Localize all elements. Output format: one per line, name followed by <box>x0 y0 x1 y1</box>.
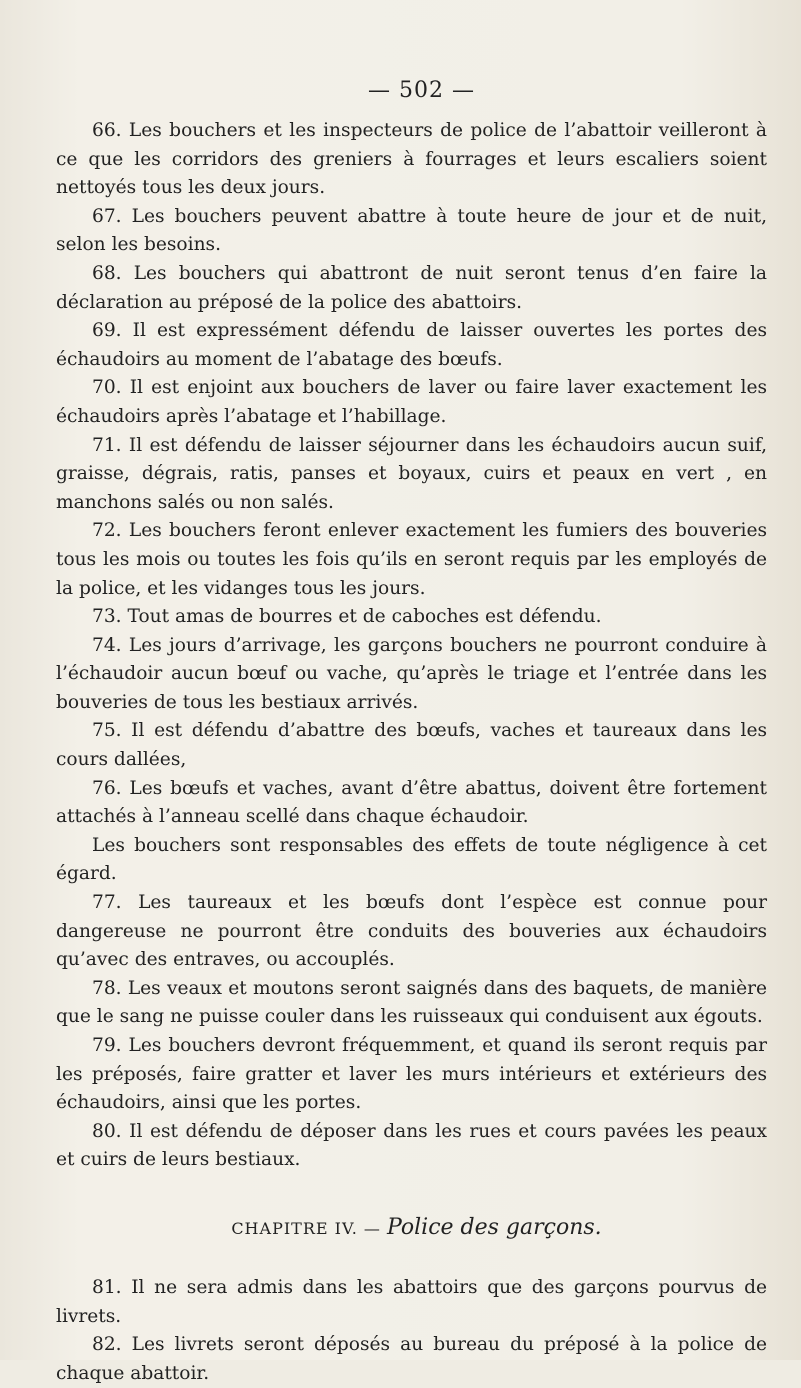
article-73: 73. Tout amas de bourres et de caboches est défendu. <box>92 606 602 628</box>
article-67: 67. Les bouchers peuvent abattre à toute heure de jour et de nuit, selon les besoins. <box>56 205 767 256</box>
article-76-note: Les bouchers sont responsables des effets de toute négligence à cet égard. <box>56 834 767 885</box>
articles-section-1 <box>56 117 767 1175</box>
article-80: 80. Il est défendu de déposer dans les rues et cours pavées les peaux et cuirs de leurs bestiaux. <box>56 1120 767 1171</box>
page-number: — 502 — <box>368 78 475 103</box>
article-74: 74. Les jours d’arrivage, les garçons bouchers ne pourront conduire à l’échaudoir aucun bœuf ou vache, qu’après le triage et l’entrée dans les bouveries de tous les bestiaux arrivés. <box>56 634 767 713</box>
article-69: 69. Il est expressément défendu de laisser ouvertes les portes des échaudoirs au moment de l’abatage des bœufs. <box>56 320 767 370</box>
article-72: 72. Les bouchers feront enlever exactement les fumiers des bouveries tous les mois ou toutes les fois qu’ils en seront requis par les employés de la police, et les vidanges tous les jours. <box>56 520 767 599</box>
article-70: 70. Il est enjoint aux bouchers de laver ou faire laver exactement les échaudoirs après l’abatage et l’habillage. <box>56 377 767 427</box>
chapter-number: CHAPITRE IV. — <box>231 1218 381 1238</box>
article-82: 82. Les livrets seront déposés au bureau du préposé à la police de chaque abattoir. <box>56 1334 767 1384</box>
article-68: 68. Les bouchers qui abattront de nuit seront tenus d’en faire la déclaration au préposé de la police des abattoirs. <box>56 262 767 313</box>
article-81: 81. Il ne sera admis dans les abattoirs que des garçons pourvus de livrets. <box>56 1276 767 1327</box>
article-78: 78. Les veaux et moutons seront saignés dans des baquets, de manière que le sang ne puisse couler dans les ruisseaux qui conduisent aux égouts. <box>56 977 767 1028</box>
article-77: 77. Les taureaux et les bœufs dont l’espèce est connue pour dangereuse ne pourront être conduits des bouveries aux échaudoirs qu’avec des entraves, ou accouplés. <box>56 892 767 971</box>
article-76: 76. Les bœufs et vaches, avant d’être abattus, doivent être fortement attachés à l’anneau scellé dans chaque échaudoir. <box>56 777 767 828</box>
article-71: 71. Il est défendu de laisser séjourner dans les échaudoirs aucun suif, graisse, dégrais, ratis, panses et boyaux, cuirs et peaux en vert , en manchons salés ou non salés. <box>56 434 767 513</box>
article-75: 75. Il est défendu d’abattre des bœufs, vaches et taureaux dans les cours dallées, <box>56 720 767 771</box>
chapter-title: Police des garçons. <box>386 1214 602 1240</box>
chapter-heading <box>56 1215 767 1240</box>
article-66: 66. Les bouchers et les inspecteurs de police de l’abattoir veilleront à ce que les corridors des greniers à fourrages et leurs escaliers soient nettoyés tous les deux jours. <box>56 120 767 199</box>
articles-section-2 <box>56 1274 767 1388</box>
article-79: 79. Les bouchers devront fréquemment, et quand ils seront requis par les préposés, faire gratter et laver les murs intérieurs et extérieurs des échaudoirs, ainsi que les portes. <box>56 1035 767 1114</box>
